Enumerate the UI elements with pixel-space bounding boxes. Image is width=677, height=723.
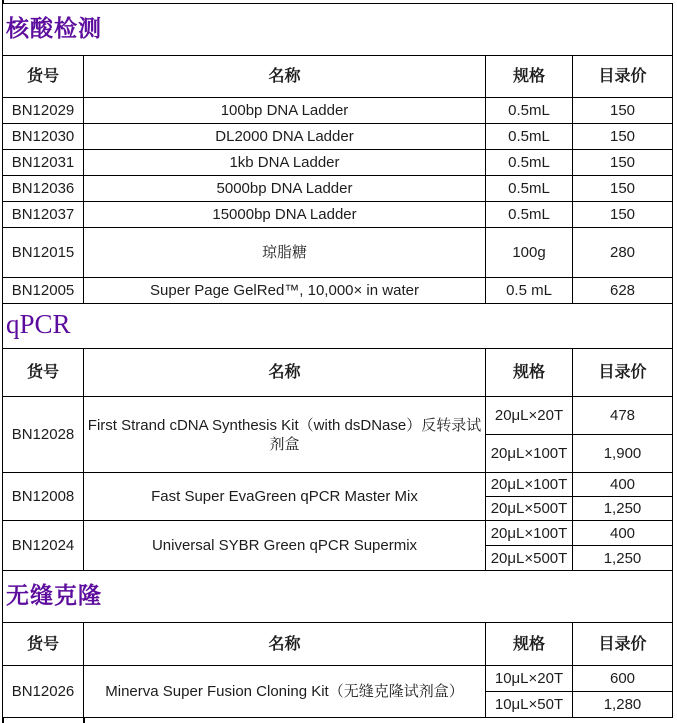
product-row bbox=[3, 666, 673, 692]
product-row bbox=[3, 228, 673, 278]
price-cell: 400 bbox=[573, 473, 673, 497]
spec-cell: 20μL×500T bbox=[486, 497, 573, 521]
section-row bbox=[3, 4, 673, 56]
col-header-code: 货号 bbox=[3, 56, 84, 98]
header-row bbox=[3, 56, 673, 98]
product-code-cell: BN12026 bbox=[3, 666, 84, 718]
section-cell bbox=[3, 304, 673, 349]
spec-cell: 0.5mL bbox=[486, 176, 573, 202]
product-code-cell: BN12015 bbox=[3, 228, 84, 278]
col-header-spec: 规格 bbox=[486, 56, 573, 98]
col-header-price: 目录价 bbox=[573, 349, 673, 397]
product-code-cell: BN12029 bbox=[3, 98, 84, 124]
spec-cell: 20μL×100T bbox=[486, 435, 573, 473]
price-cell: 600 bbox=[573, 666, 673, 692]
price-list bbox=[2, 3, 673, 718]
product-code-cell: BN12036 bbox=[3, 176, 84, 202]
spec-cell: 0.5mL bbox=[486, 202, 573, 228]
spec-cell: 10μL×50T bbox=[486, 692, 573, 718]
header-row bbox=[3, 623, 673, 666]
product-name-cell: 15000bp DNA Ladder bbox=[84, 202, 486, 228]
product-row bbox=[3, 521, 673, 546]
product-code-cell: BN12028 bbox=[3, 397, 84, 473]
spec-cell: 20μL×100T bbox=[486, 521, 573, 546]
spec-cell: 0.5 mL bbox=[486, 278, 573, 304]
price-cell: 1,280 bbox=[573, 692, 673, 718]
product-row bbox=[3, 98, 673, 124]
product-row bbox=[3, 176, 673, 202]
product-name-cell: 1kb DNA Ladder bbox=[84, 150, 486, 176]
col-header-name: 名称 bbox=[84, 56, 486, 98]
product-code-cell: BN12005 bbox=[3, 278, 84, 304]
price-cell: 150 bbox=[573, 202, 673, 228]
section-row bbox=[3, 304, 673, 349]
product-row bbox=[3, 150, 673, 176]
product-name-cell: Fast Super EvaGreen qPCR Master Mix bbox=[84, 473, 486, 521]
col-header-code: 货号 bbox=[3, 623, 84, 666]
section-cell bbox=[3, 571, 673, 623]
price-cell: 478 bbox=[573, 397, 673, 435]
price-cell: 150 bbox=[573, 98, 673, 124]
price-cell: 1,250 bbox=[573, 546, 673, 571]
border-artifact-bottom-left bbox=[2, 718, 4, 723]
col-header-code: 货号 bbox=[3, 349, 84, 397]
spec-cell: 0.5mL bbox=[486, 124, 573, 150]
col-header-spec: 规格 bbox=[486, 623, 573, 666]
col-header-name: 名称 bbox=[84, 623, 486, 666]
col-header-price: 目录价 bbox=[573, 56, 673, 98]
product-code-cell: BN12031 bbox=[3, 150, 84, 176]
price-cell: 150 bbox=[573, 176, 673, 202]
price-cell: 1,900 bbox=[573, 435, 673, 473]
product-row bbox=[3, 278, 673, 304]
spec-cell: 100g bbox=[486, 228, 573, 278]
product-name-cell: DL2000 DNA Ladder bbox=[84, 124, 486, 150]
section-cell bbox=[3, 4, 673, 56]
spec-cell: 20μL×100T bbox=[486, 473, 573, 497]
price-cell: 400 bbox=[573, 521, 673, 546]
spec-cell: 10μL×20T bbox=[486, 666, 573, 692]
col-header-spec: 规格 bbox=[486, 349, 573, 397]
product-code-cell: BN12024 bbox=[3, 521, 84, 571]
product-code-cell: BN12037 bbox=[3, 202, 84, 228]
product-code-cell: BN12008 bbox=[3, 473, 84, 521]
price-cell: 150 bbox=[573, 124, 673, 150]
product-name-cell: 5000bp DNA Ladder bbox=[84, 176, 486, 202]
product-row bbox=[3, 473, 673, 497]
product-name-cell: 100bp DNA Ladder bbox=[84, 98, 486, 124]
product-name-cell: First Strand cDNA Synthesis Kit（with dsDNase）反转录试剂盒 bbox=[84, 397, 486, 473]
product-name-cell: Super Page GelRed™, 10,000× in water bbox=[84, 278, 486, 304]
price-cell: 150 bbox=[573, 150, 673, 176]
col-header-name: 名称 bbox=[84, 349, 486, 397]
section-row bbox=[3, 571, 673, 623]
header-row bbox=[3, 349, 673, 397]
spec-cell: 20μL×500T bbox=[486, 546, 573, 571]
section-title: qPCR bbox=[6, 308, 71, 339]
price-list-table bbox=[2, 3, 673, 718]
product-name-cell: Universal SYBR Green qPCR Supermix bbox=[84, 521, 486, 571]
product-row bbox=[3, 202, 673, 228]
section-title: 无缝克隆 bbox=[6, 581, 102, 608]
col-header-price: 目录价 bbox=[573, 623, 673, 666]
section-title: 核酸检测 bbox=[6, 14, 102, 41]
spec-cell: 0.5mL bbox=[486, 150, 573, 176]
product-row bbox=[3, 397, 673, 435]
price-cell: 628 bbox=[573, 278, 673, 304]
spec-cell: 0.5mL bbox=[486, 98, 573, 124]
border-artifact-bottom-col1 bbox=[83, 718, 85, 723]
price-cell: 1,250 bbox=[573, 497, 673, 521]
price-cell: 280 bbox=[573, 228, 673, 278]
product-name-cell: 琼脂糖 bbox=[84, 228, 486, 278]
spec-cell: 20μL×20T bbox=[486, 397, 573, 435]
product-row bbox=[3, 124, 673, 150]
product-name-cell: Minerva Super Fusion Cloning Kit（无缝克隆试剂盒） bbox=[84, 666, 486, 718]
price-list-body bbox=[3, 4, 673, 718]
product-code-cell: BN12030 bbox=[3, 124, 84, 150]
